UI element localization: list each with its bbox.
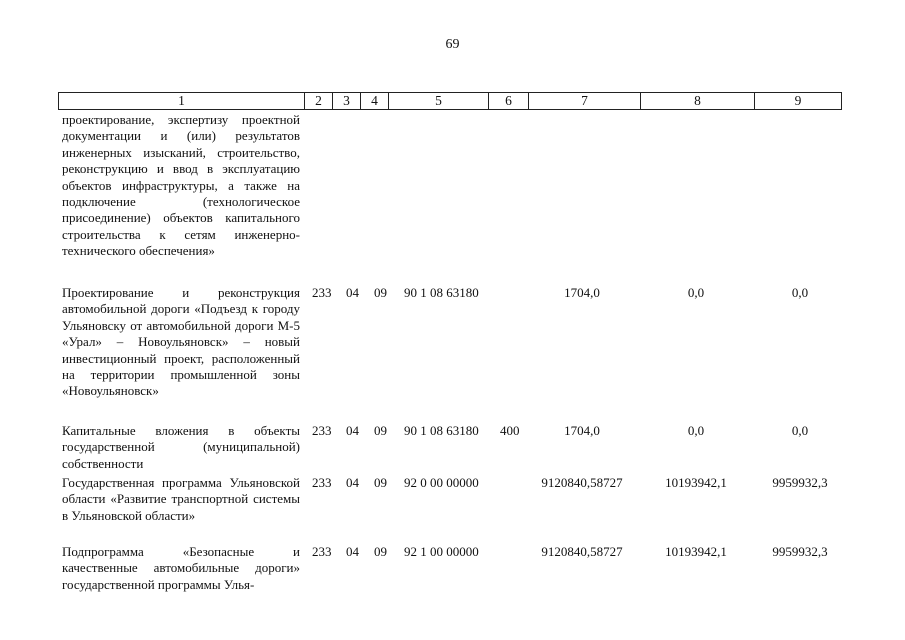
cell-col-7: 1704,0 [564,423,600,438]
cell-col-4: 09 [374,544,387,559]
cell-col-7: 9120840,58727 [541,544,623,559]
header-col-9: 9 [794,93,802,108]
cell-col-8: 0,0 [687,285,705,300]
table-row-description: Проектирование и реконструкция автомобильной дороги «Подъезд к городу Ульяновску от автомобильной дороги М-5 «Урал» – Новоульяновск» – новый инвестиционный проект, расположенный на территории промышленной зоны «Новоульяновск» [62,285,300,399]
cell-col-4: 09 [374,285,387,300]
cell-col-3: 04 [346,423,359,438]
cell-col-2: 233 [312,475,332,490]
page-number: 69 [445,37,460,52]
cell-col-8: 10193942,1 [665,544,727,559]
cell-col-7: 9120840,58727 [541,475,623,490]
cell-col-9: 9959932,3 [772,544,828,559]
cell-col-4: 09 [374,475,387,490]
header-col-6: 6 [489,93,529,109]
cell-col-5: 92 0 00 00000 [404,475,479,490]
cell-col-8: 10193942,1 [665,475,727,490]
cell-col-8: 0,0 [687,423,705,438]
table-row-description: Капитальные вложения в объекты государственной (муниципальной) собственности [62,423,300,471]
header-col-2: 2 [305,93,333,109]
cell-col-3: 04 [346,475,359,490]
cell-col-2: 233 [312,423,332,438]
cell-col-5: 90 1 08 63180 [404,423,479,438]
cell-col-9: 0,0 [791,423,809,438]
table-row-description: проектирование, экспертизу проектной документации и (или) результатов инженерных изысканий, строительство, реконструкцию и ввод в эксплуатацию объектов инфраструктуры, а также на подключение (технологическое присоединение) объектов капитального строительства к сетям инженерно-технического обеспечения» [62,112,300,259]
table-row-description: Государственная программа Ульяновской области «Развитие транспортной системы в Ульяновской области» [62,475,300,523]
cell-col-7: 1704,0 [564,285,600,300]
cell-col-2: 233 [312,285,332,300]
header-col-3: 3 [333,93,361,109]
header-col-7: 7 [529,93,641,109]
table-row-description: Подпрограмма «Безопасные и качественные автомобильные дороги» государственной программы Улья- [62,544,300,592]
header-col-1: 1 [59,93,305,109]
header-col-4: 4 [361,93,389,109]
cell-col-9: 0,0 [791,285,809,300]
cell-col-2: 233 [312,544,332,559]
header-col-8: 8 [641,93,755,109]
cell-col-3: 04 [346,544,359,559]
cell-col-5: 92 1 00 00000 [404,544,479,559]
table-header [58,92,842,110]
cell-col-4: 09 [374,423,387,438]
cell-col-9: 9959932,3 [772,475,828,490]
cell-col-3: 04 [346,285,359,300]
header-col-5: 5 [389,93,489,109]
cell-col-5: 90 1 08 63180 [404,285,479,300]
cell-col-6: 400 [500,423,520,438]
